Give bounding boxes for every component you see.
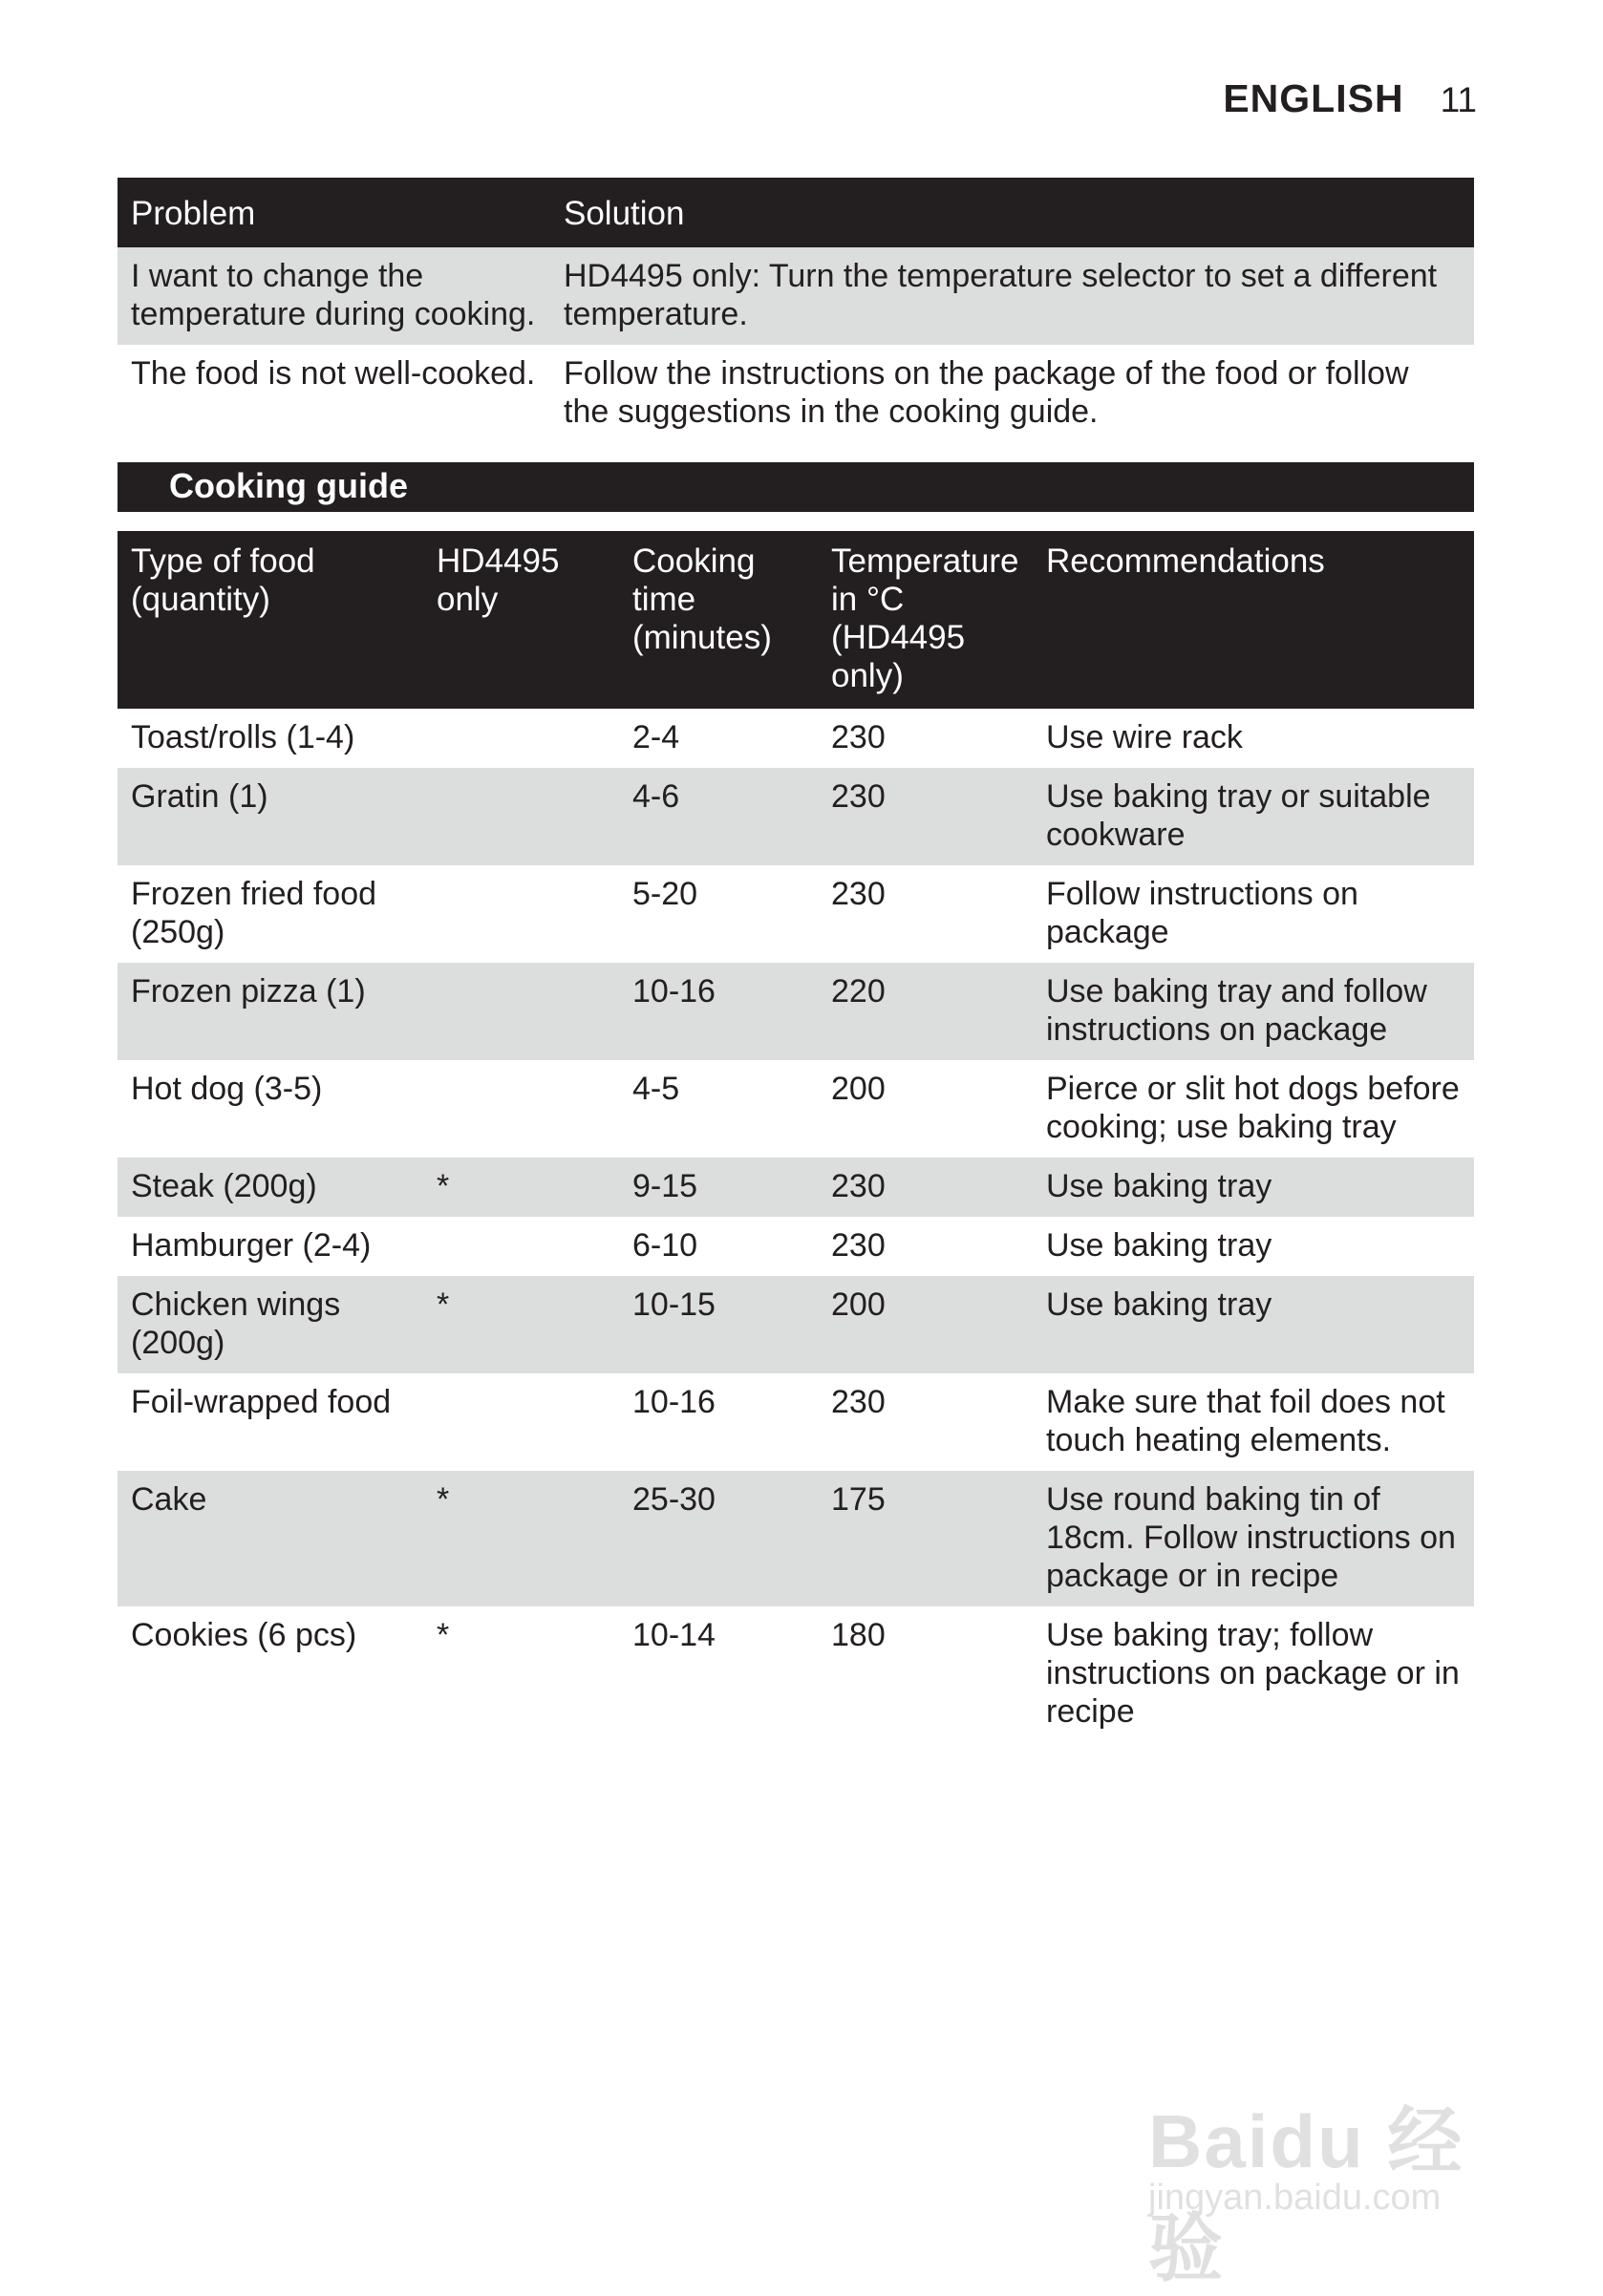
hd4495-cell: * [437,1617,450,1653]
time-cell: 2-4 [632,719,680,755]
page-number: 11 [1440,80,1477,119]
table-row [118,1060,1474,1158]
table-row [118,345,1474,442]
food-cell: Hamburger (2-4) [131,1227,372,1264]
solution-cell: Follow the instructions on the package of the food or follow the suggestions in the cooking guide. [564,355,1409,430]
column-header-hd4495: HD4495 only [423,531,619,709]
column-header-problem: Problem [118,178,550,247]
time-cell: 25-30 [619,1471,818,1606]
problem-cell: The food is not well-cooked. [131,355,536,392]
temperature-cell: 230 [818,768,1033,865]
recommendation-cell: Use baking tray [1046,1227,1272,1264]
temperature-cell: 200 [818,1276,1033,1373]
time-cell: 6-10 [632,1227,698,1264]
time-cell: 5-20 [632,876,698,912]
table-row [118,1373,1474,1471]
hd4495-cell [423,865,619,963]
table-row [118,1471,1474,1606]
recommendation-cell: Pierce or slit hot dogs before cooking; use baking tray [1046,1071,1460,1145]
language-label: ENGLISH [1223,76,1404,120]
column-header-time: Cooking time (minutes) [619,531,818,709]
table-header-row [118,531,1474,709]
problem-cell: I want to change the temperature during cooking. [118,247,550,345]
table-row [118,963,1474,1060]
hd4495-cell [423,1060,619,1158]
table-row [118,768,1474,865]
hd4495-cell: * [423,1276,619,1373]
recommendation-cell: Use round baking tin of 18cm. Follow instructions on package or in recipe [1033,1471,1474,1606]
temperature-cell: 230 [818,1158,1033,1217]
table-row [118,1276,1474,1373]
hd4495-cell [423,709,619,768]
recommendation-cell: Use baking tray or suitable cookware [1033,768,1474,865]
food-cell: Steak (200g) [118,1158,423,1217]
column-header-food: Type of food (quantity) [118,531,423,709]
hd4495-cell [423,768,619,865]
baidu-watermark [1139,2044,1540,2290]
temperature-cell: 230 [831,876,886,912]
recommendation-cell: Use baking tray; follow instructions on package or in recipe [1046,1617,1460,1730]
food-cell: Hot dog (3-5) [131,1071,323,1107]
table-row [118,1158,1474,1217]
solution-cell: HD4495 only: Turn the temperature selector to set a different temperature. [550,247,1474,345]
recommendation-cell: Use baking tray [1033,1158,1474,1217]
hd4495-cell [423,963,619,1060]
table-row [118,709,1474,768]
hd4495-cell [423,1373,619,1471]
temperature-cell: 230 [831,1227,886,1264]
column-header-recommendations: Recommendations [1033,531,1474,709]
recommendation-cell: Use wire rack [1046,719,1243,755]
recommendation-cell: Make sure that foil does not touch heating elements. [1046,1384,1445,1458]
table-row [118,1606,1474,1742]
section-title: Cooking guide [118,462,1474,512]
food-cell: Frozen fried food (250g) [131,876,377,950]
table-row [118,1217,1474,1276]
food-cell: Frozen pizza (1) [118,963,423,1060]
time-cell: 4-5 [632,1071,680,1107]
hd4495-cell [423,1217,619,1276]
recommendation-cell: Use baking tray [1033,1276,1474,1373]
time-cell: 10-15 [619,1276,818,1373]
time-cell: 4-6 [619,768,818,865]
time-cell: 10-16 [632,1384,716,1420]
cooking-guide-table [118,531,1474,1742]
time-cell: 10-14 [632,1617,716,1653]
troubleshooting-table [118,178,1474,442]
hd4495-cell: * [423,1158,619,1217]
food-cell: Toast/rolls (1-4) [131,719,355,755]
temperature-cell: 230 [831,719,886,755]
food-cell: Cookies (6 pcs) [131,1617,357,1653]
temperature-cell: 200 [831,1071,886,1107]
food-cell: Foil-wrapped food [131,1384,392,1420]
time-cell: 9-15 [619,1158,818,1217]
table-row [118,247,1474,345]
food-cell: Chicken wings (200g) [118,1276,423,1373]
recommendation-cell: Follow instructions on package [1046,876,1358,950]
column-header-temperature: Temperature in °C (HD4495 only) [818,531,1033,709]
temperature-cell: 180 [831,1617,886,1653]
time-cell: 10-16 [619,963,818,1060]
column-header-solution: Solution [550,178,1474,247]
temperature-cell: 175 [818,1471,1033,1606]
watermark-url: jingyan.baidu.com [1148,2178,1442,2218]
food-cell: Cake [118,1471,423,1606]
table-header-row [118,178,1474,247]
hd4495-cell: * [423,1471,619,1606]
page-header [1223,76,1477,121]
food-cell: Gratin (1) [118,768,423,865]
temperature-cell: 220 [818,963,1033,1060]
temperature-cell: 230 [831,1384,886,1420]
recommendation-cell: Use baking tray and follow instructions on package [1033,963,1474,1060]
table-row [118,865,1474,963]
watermark-brand: Baidu 经验 [1148,2099,1464,2290]
